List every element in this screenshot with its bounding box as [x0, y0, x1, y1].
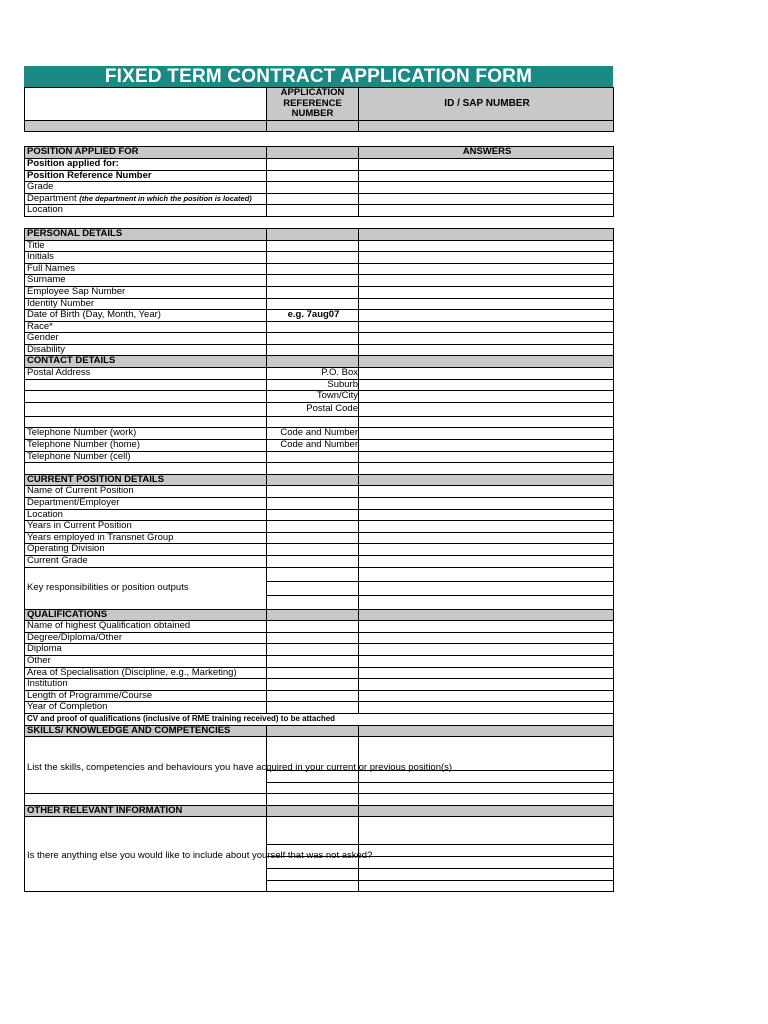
current-row-label: Years in Current Position: [25, 521, 267, 533]
personal-row-label: Race*: [25, 321, 267, 333]
qual-row-label: Area of Specialisation (Discipline, e.g., Marketing): [25, 667, 267, 679]
qualifications-header: QUALIFICATIONS: [25, 609, 267, 621]
location-label: Location: [25, 205, 267, 217]
details-table: [24, 228, 614, 893]
reference-table: [24, 87, 614, 132]
dob-example: e.g. 7aug07: [267, 310, 359, 322]
application-form: [24, 66, 613, 892]
qual-row-label: Diploma: [25, 644, 267, 656]
code-number-label: Code and Number: [267, 428, 359, 440]
qual-row-label: Name of highest Qualification obtained: [25, 621, 267, 633]
id-sap-label: ID / SAP NUMBER: [359, 88, 614, 121]
id-sap-input[interactable]: [359, 120, 614, 132]
qual-row-label: Other: [25, 655, 267, 667]
position-applied-label: Position applied for:: [25, 158, 267, 170]
personal-row-label: Full Names: [25, 263, 267, 275]
qual-row-label: Year of Completion: [25, 702, 267, 714]
grade-label: Grade: [25, 182, 267, 194]
current-row-label: Department/Employer: [25, 498, 267, 510]
qual-row-label: Degree/Diploma/Other: [25, 632, 267, 644]
postal-address-label: Postal Address: [25, 368, 267, 380]
qual-row-label: Length of Programme/Course: [25, 690, 267, 702]
personal-row-label: Employee Sap Number: [25, 286, 267, 298]
key-resp-label: Key responsibilities or position outputs: [25, 567, 267, 609]
personal-row-label: Title: [25, 240, 267, 252]
cv-note: CV and proof of qualifications (inclusive of RME training received) to be attached: [25, 713, 614, 725]
department-label: Department (the department in which the position is located): [25, 193, 267, 205]
personal-row-label: Date of Birth (Day, Month, Year): [25, 310, 267, 322]
ref-shaded-cell: [25, 120, 267, 132]
personal-row-label: Disability: [25, 344, 267, 356]
other-header: OTHER RELEVANT INFORMATION: [25, 805, 267, 817]
personal-row-label: Gender: [25, 333, 267, 345]
app-ref-input[interactable]: [267, 120, 359, 132]
form-title: FIXED TERM CONTRACT APPLICATION FORM: [24, 66, 613, 87]
answers-header: ANSWERS: [359, 147, 614, 159]
other-prompt: Is there anything else you would like to include about yourself that was not asked?: [25, 817, 267, 892]
personal-row-label: Initials: [25, 252, 267, 264]
po-box-label: P.O. Box: [267, 368, 359, 380]
personal-row-label: Identity Number: [25, 298, 267, 310]
position-header: POSITION APPLIED FOR: [25, 147, 267, 159]
suburb-label: Suburb: [267, 379, 359, 391]
position-table: [24, 146, 614, 217]
personal-header: PERSONAL DETAILS: [25, 228, 267, 240]
skills-prompt: List the skills, competencies and behaviours you have acquired in your current or previous position(s): [25, 737, 267, 794]
ref-blank-cell[interactable]: [25, 88, 267, 121]
current-row-label: Years employed in Transnet Group: [25, 532, 267, 544]
contact-header: CONTACT DETAILS: [25, 356, 267, 368]
code-number-label: Code and Number: [267, 440, 359, 452]
position-ref-label: Position Reference Number: [25, 170, 267, 182]
skills-header: SKILLS/ KNOWLEDGE AND COMPETENCIES: [25, 725, 267, 737]
tel-home-label: Telephone Number (home): [25, 440, 267, 452]
current-row-label: Location: [25, 509, 267, 521]
current-row-label: Name of Current Position: [25, 486, 267, 498]
current-row-label: Operating Division: [25, 544, 267, 556]
town-city-label: Town/City: [267, 391, 359, 403]
current-row-label: Current Grade: [25, 555, 267, 567]
current-header: CURRENT POSITION DETAILS: [25, 474, 267, 486]
postal-code-label: Postal Code: [267, 402, 359, 416]
department-note: (the department in which the position is located): [79, 193, 252, 203]
personal-row-label: Surname: [25, 275, 267, 287]
qual-row-label: Institution: [25, 679, 267, 691]
app-ref-label: APPLICATION REFERENCE NUMBER: [267, 88, 359, 121]
tel-cell-label: Telephone Number (cell): [25, 451, 267, 463]
tel-work-label: Telephone Number (work): [25, 428, 267, 440]
